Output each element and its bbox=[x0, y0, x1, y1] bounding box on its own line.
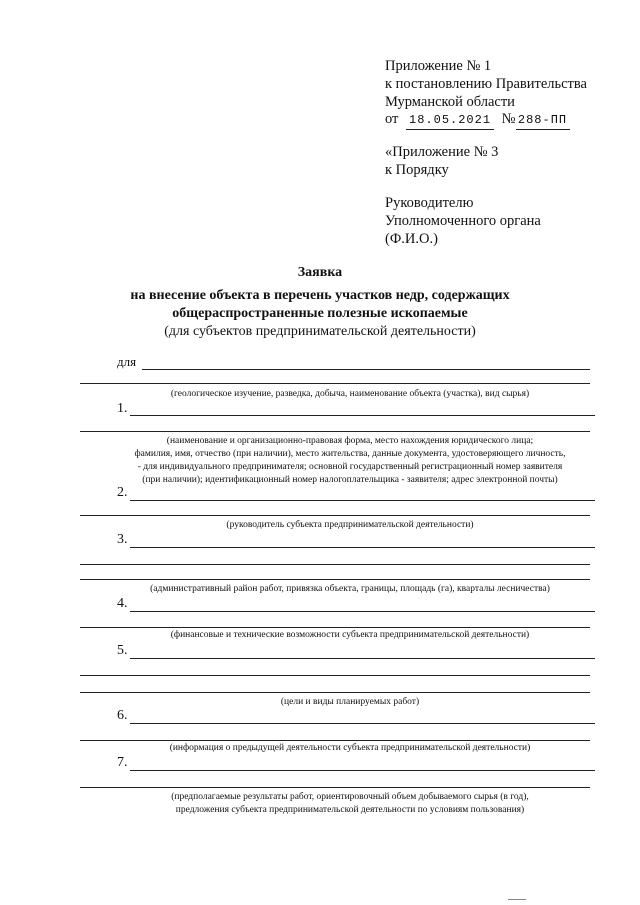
item-3-number: 3. bbox=[117, 532, 128, 547]
caption-1-line3: - для индивидуального предпринимателя; основной государственный регистрационный номер заявителя bbox=[137, 462, 563, 472]
caption-4: (финансовые и технические возможности субъекта предпринимательской деятельности) bbox=[170, 630, 530, 640]
item-3-field-line-3[interactable] bbox=[80, 579, 590, 580]
item-6-number: 6. bbox=[117, 708, 128, 723]
appendix-label: Приложение № 1 bbox=[385, 58, 492, 74]
for-field-line[interactable] bbox=[142, 369, 590, 370]
item-1-number: 1. bbox=[117, 401, 128, 416]
caption-2: (руководитель субъекта предпринимательской деятельности) bbox=[226, 520, 474, 530]
caption-6: (информация о предыдущей деятельности субъекта предпринимательской деятельности) bbox=[169, 743, 531, 753]
item-7-number: 7. bbox=[117, 755, 128, 770]
item-4-field-line[interactable] bbox=[130, 611, 595, 612]
item-3-field-line-2[interactable] bbox=[80, 564, 590, 565]
item-4-field-line-2[interactable] bbox=[80, 627, 590, 628]
caption-5: (цели и виды планируемых работ) bbox=[280, 697, 420, 707]
annex-procedure: к Порядку bbox=[385, 162, 449, 178]
number-value: 288-ПП bbox=[516, 111, 570, 130]
item-5-field-line[interactable] bbox=[130, 658, 595, 659]
number-prefix: № bbox=[501, 111, 516, 127]
item-4-number: 4. bbox=[117, 596, 128, 611]
item-5-field-line-2[interactable] bbox=[80, 675, 590, 676]
annex-label: «Приложение № 3 bbox=[385, 144, 499, 160]
document-title-line2: на внесение объекта в перечень участков недр, содержащих bbox=[130, 288, 510, 303]
caption-1-line1: (наименование и организационно-правовая форма, место нахождения юридического лица; bbox=[166, 436, 534, 446]
caption-7-line2: предложения субъекта предпринимательской деятельности по условиям пользования) bbox=[175, 805, 525, 815]
addressee-line1: Руководителю bbox=[385, 195, 474, 211]
appendix-date-row bbox=[385, 110, 570, 130]
item-2-field-line-2[interactable] bbox=[80, 515, 590, 516]
item-5-number: 5. bbox=[117, 643, 128, 658]
item-5-field-line-3[interactable] bbox=[80, 692, 590, 693]
item-7-field-line[interactable] bbox=[130, 770, 595, 771]
caption-purpose: (геологическое изучение, разведка, добыча, наименование объекта (участка), вид сырья) bbox=[170, 389, 530, 399]
document-title-line3: общераспространенные полезные ископаемые bbox=[172, 306, 468, 321]
addressee-line2: Уполномоченного органа bbox=[385, 213, 541, 229]
caption-7-line1: (предполагаемые результаты работ, ориентировочный объем добываемого сырья (в год), bbox=[171, 792, 529, 802]
item-6-field-line-2[interactable] bbox=[80, 740, 590, 741]
for-field-line-2[interactable] bbox=[80, 383, 590, 384]
caption-1-line2: фамилия, имя, отчество (при наличии), место жительства, данные документа, удостоверяющего личность, bbox=[134, 449, 566, 459]
date-value: 18.05.2021 bbox=[406, 111, 494, 130]
date-prefix: от bbox=[385, 111, 399, 127]
caption-3: (административный район работ, привязка объекта, границы, площадь (га), кварталы лесничества) bbox=[150, 584, 550, 594]
scan-mark bbox=[508, 899, 526, 900]
appendix-region: Мурманской области bbox=[385, 94, 515, 110]
appendix-resolution: к постановлению Правительства bbox=[385, 76, 587, 92]
document-title: Заявка bbox=[297, 265, 343, 280]
caption-1-line4: (при наличии); идентификационный номер налогоплательщика - заявителя; адрес электронной почты) bbox=[142, 475, 558, 485]
item-2-number: 2. bbox=[117, 485, 128, 500]
addressee-line3: (Ф.И.О.) bbox=[385, 231, 438, 247]
item-3-field-line[interactable] bbox=[130, 547, 595, 548]
for-label: для bbox=[117, 354, 137, 369]
document-subtitle: (для субъектов предпринимательской деятельности) bbox=[164, 324, 476, 339]
item-1-field-line[interactable] bbox=[130, 415, 595, 416]
item-1-field-line-2[interactable] bbox=[80, 431, 590, 432]
item-7-field-line-2[interactable] bbox=[80, 787, 590, 788]
item-6-field-line[interactable] bbox=[130, 723, 595, 724]
item-2-field-line[interactable] bbox=[130, 500, 595, 501]
